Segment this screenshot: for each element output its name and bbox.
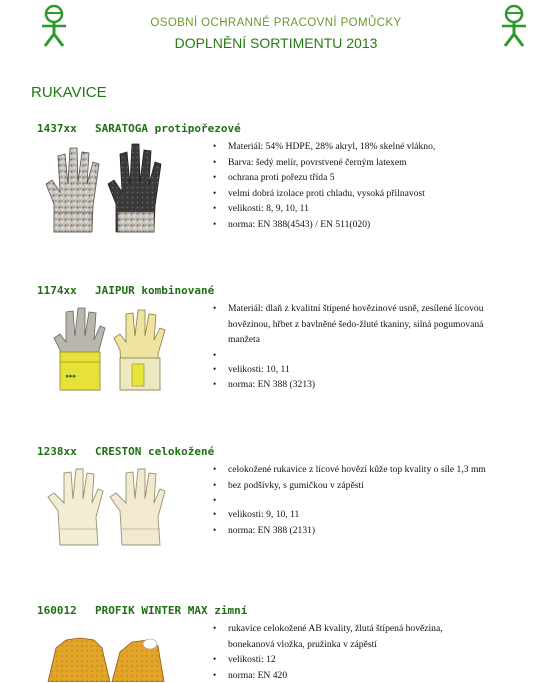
feature-list [212,621,542,683]
product-title [37,122,241,135]
feature-item: • norma: EN 388(4543) / EN 511(020) [212,217,542,233]
feature-list [212,301,542,393]
feature-item: • velikosti: 8, 9, 10, 11 [212,201,542,217]
feature-item: • Barva: šedý melír, povrstvené černým latexem [212,155,542,171]
feature-item: • Materiál: 54% HDPE, 28% akryl, 18% skelné vlákno, [212,139,542,155]
feature-item: • velmi dobrá izolace proti chladu, vysoká přilnavost [212,186,542,202]
feature-item: • velikosti: 10, 11 [212,362,542,378]
feature-item: • rukavice celokožené AB kvality, žlutá štípená hovězina, [212,621,542,637]
feature-item: • velikosti: 9, 10, 11 [212,507,542,523]
glove-jaipur-image [40,306,170,392]
product-name: JAIPUR kombinované [95,284,214,297]
feature-item: hovězinou, hřbet z bavlněné šedo-žluté tkaniny, silná pogumovaná [212,317,542,333]
feature-item: • norma: EN 388 (3213) [212,377,542,393]
product-code: 1437xx [37,122,95,135]
product-title [37,284,214,297]
product-name: PROFIK WINTER MAX zimní [95,604,247,617]
glove-saratoga-image [40,140,168,234]
feature-item: • norma: EN 420 [212,668,542,683]
feature-item: • norma: EN 388 (2131) [212,523,542,539]
glove-creston-image [40,467,168,547]
feature-item: • Materiál: dlaň z kvalitní štípené hovězinové usně, zesílené lícovou [212,301,542,317]
header-subtitle: OSOBNÍ OCHRANNÉ PRACOVNÍ POMŮCKY [0,17,552,29]
spacer [212,348,542,362]
feature-item: • ochrana proti pořezu třída 5 [212,170,542,186]
feature-item: • velikosti: 12 [212,652,542,668]
feature-item: bonekanová vložka, pružinka v zápěstí [212,637,542,653]
product-code: 1174xx [37,284,95,297]
feature-item: • celokožené rukavice z lícové hovězí kůže top kvality o síle 1,3 mm [212,462,542,478]
section-title: RUKAVICE [31,84,107,101]
feature-item: manžeta [212,332,542,348]
product-title [37,604,247,617]
feature-list [212,139,542,232]
product-code: 160012 [37,604,95,617]
feature-item: • bez podšívky, s gumičkou v zápěstí [212,478,542,494]
svg-text:▸▸▸: ▸▸▸ [66,373,77,380]
product-name: SARATOGA protipořezové [95,122,241,135]
feature-list [212,462,542,538]
product-title [37,445,214,458]
spacer [212,493,542,507]
product-name: CRESTON celokožené [95,445,214,458]
glove-profik-image [40,634,170,682]
product-code: 1238xx [37,445,95,458]
header-title: DOPLNĚNÍ SORTIMENTU 2013 [0,35,552,51]
